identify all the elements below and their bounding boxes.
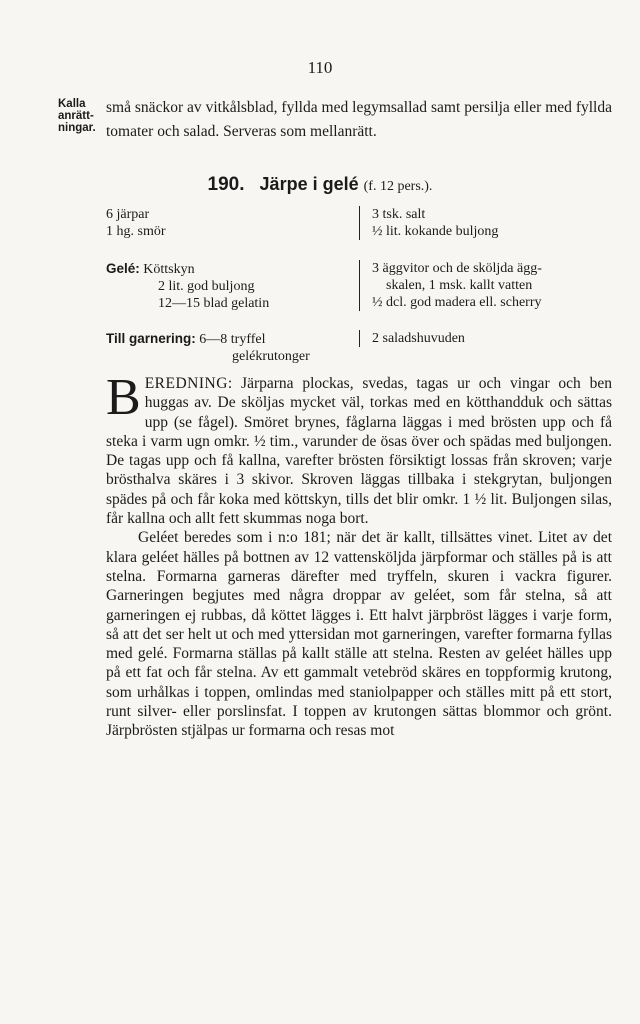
ingredient: ½ dcl. god madera ell. scherry: [372, 295, 542, 310]
margin-note-line: Kalla: [58, 98, 86, 110]
ingredient: Köttskyn: [143, 262, 195, 277]
ingredient: 6—8 tryffel: [199, 332, 266, 347]
intro-paragraph: [106, 96, 612, 144]
ingredient: 12—15 blad gelatin: [158, 296, 270, 311]
margin-note: [58, 98, 102, 134]
ingredients-gele: [106, 260, 616, 316]
ingredient: 2 lit. god buljong: [158, 279, 255, 294]
instructions-paragraph: [106, 369, 612, 528]
instructions-paragraph: Geléet beredes som i n:o 181; när det är kallt, tillsättes vinet. Litet av det klara geléet hälles på bottnen av 12 vattensköljda järpformar och ställes på is att stelna. Formarna garneras därefter med tryffeln, skuren i vackra figurer. Garneringen begjutes med några droppar av geléet, som får stelna, så att garneringen ej rubbas, då köttet lägges i. Ett halvt järpbröst lägges i varje form, så att det ser helt ut och med yttersidan mot garneringen, varefter formarna fyllas med gelé. Formarna ställas på kallt ställe att stelna. Resten av geléet hälles upp på ett fat och får stelna. Av ett gammalt vetebröd skäres en toppformig krutong, som urhålkas i toppen, omlindas med staniolpapper och ställes mitt på ett stort, runt silver- eller porslinsfat. I toppen av krutongen sättas blommor och grönt. Järpbrösten stjälpas ur formarna och resas mot: [106, 529, 612, 740]
garnish-label: Till garnering:: [106, 331, 196, 346]
lead-word: EREDNING: [144, 375, 228, 392]
recipe-name: Järpe i gelé: [259, 174, 359, 194]
ingredients-garnish: [106, 330, 616, 368]
ingredients-basic: [106, 206, 616, 246]
ingredient: 3 tsk. salt: [372, 207, 426, 222]
recipe-portions: (f. 12 pers.).: [363, 179, 433, 194]
ingredient: 1 hg. smör: [106, 224, 166, 239]
drop-cap: B: [106, 369, 141, 426]
ingredient: gelékrutonger: [232, 349, 310, 364]
recipe-number: 190.: [207, 174, 245, 195]
intro-line: mellanrätt.: [310, 123, 377, 140]
ingredient: 3 äggvitor och de sköljda ägg-: [372, 261, 542, 276]
ingredient: 6 järpar: [106, 207, 150, 222]
gele-label: Gelé:: [106, 261, 140, 276]
intro-line: små snäckor av vitkålsblad, fyllda med legymsallad samt: [106, 99, 461, 116]
ingredient: skalen, 1 msk. kallt vatten: [386, 278, 533, 293]
recipe-title: [0, 174, 640, 196]
ingredient: ½ lit. kokande buljong: [372, 224, 499, 239]
margin-note-line: anrätt-: [58, 110, 94, 122]
instructions: [106, 369, 612, 741]
margin-note-line: ningar.: [58, 122, 96, 134]
ingredient: 2 saladshuvuden: [372, 331, 465, 346]
intro-line: persilja eller med fyllda tomater och salad. Serveras som: [106, 99, 612, 140]
page-number: 110: [307, 58, 333, 77]
paragraph-text: : Järparna plockas, svedas, tagas ur och vingar och ben huggas av. De sköljas mycket väl, torkas med en kötthandduk och sättas upp (se fågel). Smöret brynes, fåglarna läggas i med brösten upp och få steka i varm ugn omkr. ½ tim., varunder de ösas över och spädas med buljongen. De tagas upp och få kallna, varefter brösten försiktigt lossas från skroven; varje brösthalva skäres i 3 skivor. Skroven läggas tillbaka i stekgrytan, buljongen spädes på och får koka med köttskyn, tills det blir omkr. 1 ½ lit. Buljongen silas, får kallna och allt fett skummas noga bort.: [106, 375, 612, 528]
